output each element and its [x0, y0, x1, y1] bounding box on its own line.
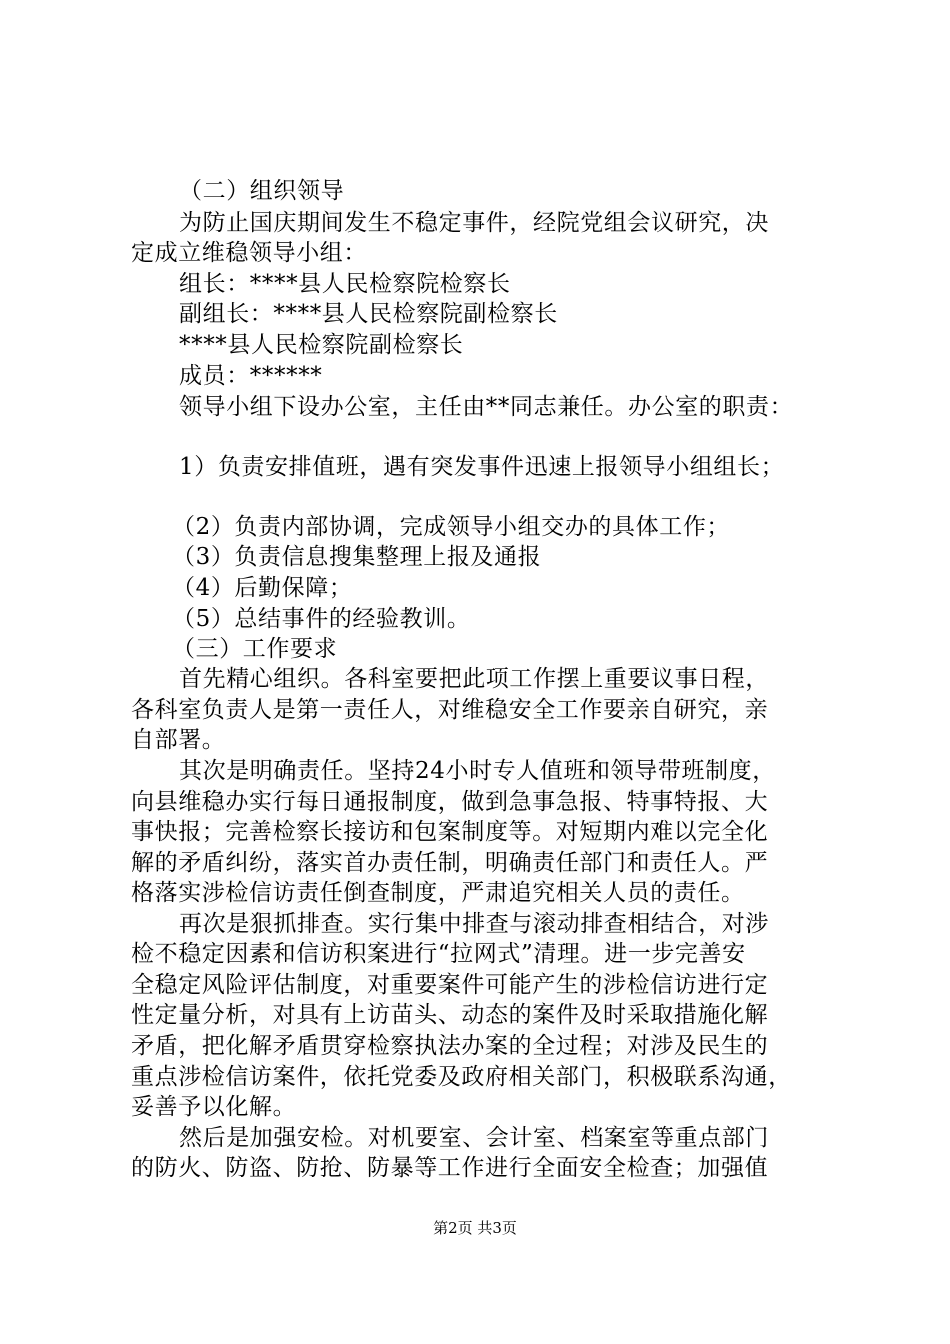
- list-item-duty-5: （5）总结事件的经验教训。: [172, 606, 471, 632]
- line-office-duties: 领导小组下设办公室，主任由**同志兼任。办公室的职责：: [179, 394, 794, 420]
- line-paragraph: 解的矛盾纠纷，落实首办责任制，明确责任部门和责任人。严: [131, 850, 769, 876]
- list-item-duty-2: （2）负责内部协调，完成领导小组交办的具体工作；: [172, 514, 731, 540]
- line-paragraph: 妥善予以化解。: [131, 1094, 297, 1120]
- line-paragraph: 首先精心组织。各科室要把此项工作摆上重要议事日程，: [179, 666, 769, 692]
- line-team-leader: 组长：****县人民检察院检察长: [179, 271, 511, 297]
- line-paragraph: 重点涉检信访案件，依托党委及政府相关部门，积极联系沟通，: [131, 1064, 792, 1090]
- line-paragraph: 再次是狠抓排查。实行集中排查与滚动排查相结合，对涉: [179, 911, 769, 937]
- line-paragraph: 定成立维稳领导小组：: [131, 240, 367, 266]
- list-item-duty-4: （4）后勤保障；: [172, 575, 353, 601]
- line-paragraph: 各科室负责人是第一责任人，对维稳安全工作要亲自研究，亲: [131, 697, 769, 723]
- line-paragraph: 自部署。: [131, 727, 226, 753]
- line-paragraph: 检不稳定因素和信访积案进行“拉网式”清理。进一步完善安: [131, 941, 746, 967]
- line-paragraph: 格落实涉检信访责任倒查制度，严肃追究相关人员的责任。: [131, 880, 745, 906]
- line-section-two-heading: （二）组织领导: [179, 178, 345, 204]
- line-paragraph: 向县维稳办实行每日通报制度，做到急事急报、特事特报、大: [131, 789, 769, 815]
- list-item-duty-3: （3）负责信息搜集整理上报及通报: [172, 544, 542, 570]
- page-number-footer: 第2页 共3页: [433, 1219, 517, 1237]
- line-paragraph: 为防止国庆期间发生不稳定事件，经院党组会议研究，决: [179, 210, 769, 236]
- line-paragraph: 然后是加强安检。对机要室、会计室、档案室等重点部门: [179, 1125, 769, 1151]
- line-section-three-heading: （三）工作要求: [172, 636, 338, 662]
- line-paragraph: 性定量分析，对具有上访苗头、动态的案件及时采取措施化解: [131, 1002, 769, 1028]
- line-paragraph: 的防火、防盗、防抢、防暴等工作进行全面安全检查；加强值: [131, 1155, 769, 1181]
- line-paragraph: 全稳定风险评估制度，对重要案件可能产生的涉检信访进行定: [131, 972, 769, 998]
- line-paragraph: 矛盾，把化解矛盾贯穿检察执法办案的全过程；对涉及民生的: [131, 1033, 769, 1059]
- list-item-duty-1: 1）负责安排值班，遇有突发事件迅速上报领导小组组长；: [179, 454, 785, 480]
- line-paragraph: 其次是明确责任。坚持24小时专人值班和领导带班制度，: [179, 758, 776, 784]
- line-deputy-leader: 副组长：****县人民检察院副检察长: [179, 301, 558, 327]
- line-deputy-leader-2: ****县人民检察院副检察长: [179, 332, 464, 358]
- line-paragraph: 事快报；完善检察长接访和包案制度等。对短期内难以完全化: [131, 819, 769, 845]
- line-members: 成员：******: [179, 363, 323, 389]
